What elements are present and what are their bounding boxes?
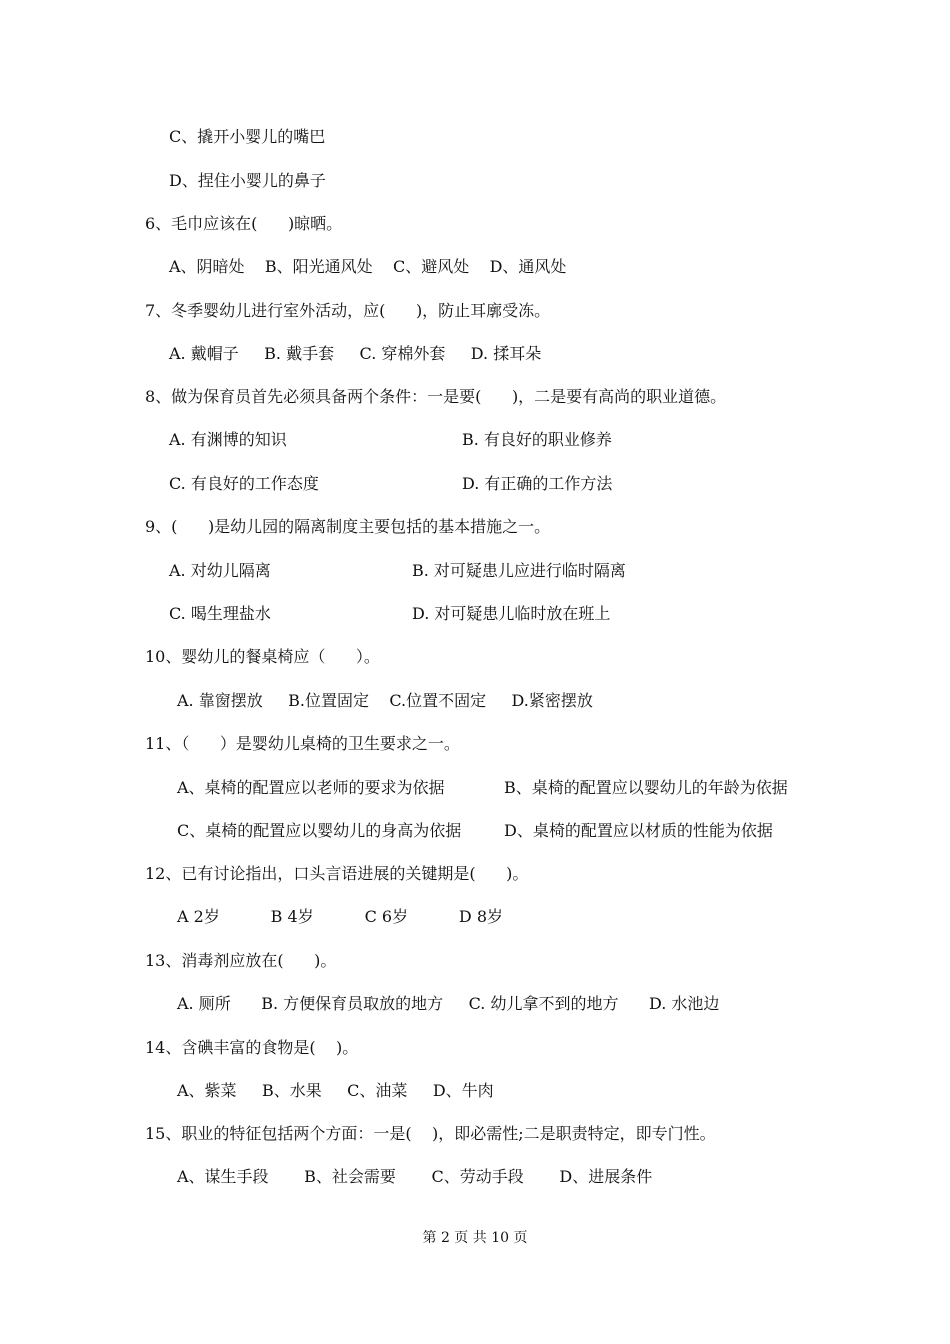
question-9-option-d: D. 对可疑患儿临时放在班上 <box>412 604 611 623</box>
question-7: 7、冬季婴幼儿进行室外活动，应( )，防止耳廓受冻。 <box>145 301 551 320</box>
question-15-options: A、谋生手段 B、社会需要 C、劳动手段 D、进展条件 <box>177 1167 653 1186</box>
option-5d: D、捏住小婴儿的鼻子 <box>169 171 326 190</box>
question-8-option-a: A. 有渊博的知识 <box>169 430 287 449</box>
question-10: 10、婴幼儿的餐桌椅应（ ）。 <box>145 647 380 666</box>
question-6: 6、毛巾应该在( )晾晒。 <box>145 214 343 233</box>
question-11-option-c: C、桌椅的配置应以婴幼儿的身高为依据 <box>177 821 462 840</box>
question-9-option-b: B. 对可疑患儿应进行临时隔离 <box>412 561 626 580</box>
question-9-option-a: A. 对幼儿隔离 <box>169 561 271 580</box>
question-14-options: A、紫菜 B、水果 C、油菜 D、牛肉 <box>177 1081 494 1100</box>
question-11-option-d: D、桌椅的配置应以材质的性能为依据 <box>504 821 773 840</box>
question-13: 13、消毒剂应放在( )。 <box>145 951 337 970</box>
question-11-option-a: A、桌椅的配置应以老师的要求为依据 <box>177 778 445 797</box>
question-8-option-d: D. 有正确的工作方法 <box>462 474 613 493</box>
question-8-option-c: C. 有良好的工作态度 <box>169 474 319 493</box>
question-13-options: A. 厕所 B. 方便保育员取放的地方 C. 幼儿拿不到的地方 D. 水池边 <box>177 994 720 1013</box>
question-10-options: A. 靠窗摆放 B.位置固定 C.位置不固定 D.紧密摆放 <box>177 691 593 710</box>
page-footer: 第 2 页 共 10 页 <box>422 1230 528 1246</box>
question-15: 15、职业的特征包括两个方面：一是( )，即必需性;二是职责特定，即专门性。 <box>145 1124 716 1143</box>
question-11-option-b: B、桌椅的配置应以婴幼儿的年龄为依据 <box>504 778 788 797</box>
question-7-options: A. 戴帽子 B. 戴手套 C. 穿棉外套 D. 揉耳朵 <box>169 344 542 363</box>
question-8: 8、做为保育员首先必须具备两个条件：一是要( )，二是要有高尚的职业道德。 <box>145 387 727 406</box>
question-11: 11、（ ）是婴幼儿桌椅的卫生要求之一。 <box>145 734 460 753</box>
option-5c: C、撬开小婴儿的嘴巴 <box>169 127 326 146</box>
question-8-option-b: B. 有良好的职业修养 <box>462 430 612 449</box>
question-9-option-c: C. 喝生理盐水 <box>169 604 271 623</box>
question-12: 12、已有讨论指出，口头言语进展的关键期是( )。 <box>145 864 529 883</box>
question-12-options: A 2岁 B 4岁 C 6岁 D 8岁 <box>177 907 504 926</box>
question-9: 9、( )是幼儿园的隔离制度主要包括的基本措施之一。 <box>145 517 551 536</box>
question-6-options: A、阴暗处 B、阳光通风处 C、避风处 D、通风处 <box>169 257 567 276</box>
question-14: 14、含碘丰富的食物是( )。 <box>145 1038 359 1057</box>
